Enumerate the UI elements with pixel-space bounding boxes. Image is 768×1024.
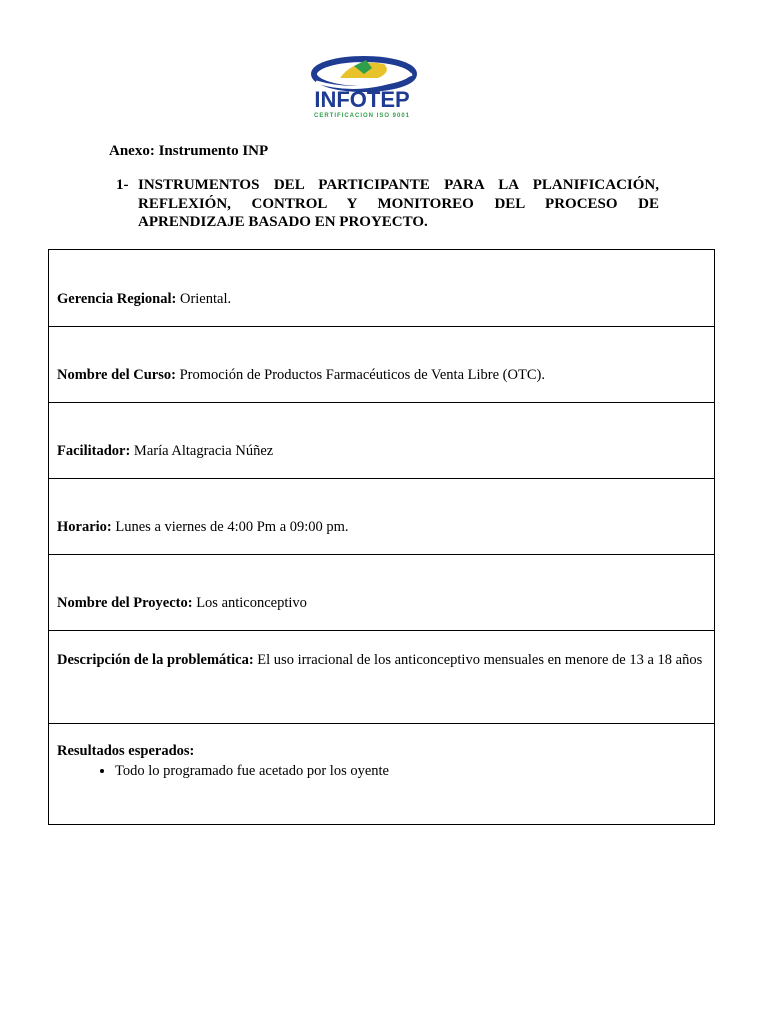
logo-wordmark: INFOTEP (314, 87, 410, 112)
row-gerencia (49, 250, 715, 327)
facilitador-label: Facilitador: (57, 443, 131, 459)
cell-proyecto (49, 555, 715, 631)
descripcion-value: El uso irracional de los anticonceptivo mensuales en menore de 13 a 18 años (253, 652, 703, 668)
row-facilitador (49, 403, 715, 479)
section-number: 1- (116, 177, 129, 193)
horario-label: Horario: (57, 519, 112, 535)
infotep-logo (288, 52, 436, 122)
gerencia-value: Oriental. (176, 291, 232, 307)
descripcion-label: Descripción de la problemática: (57, 652, 254, 668)
logo-tagline: CERTIFICACION ISO 9001 (313, 113, 411, 119)
horario-value: Lunes a viernes de 4:00 Pm a 09:00 pm. (111, 519, 349, 535)
proyecto-label: Nombre del Proyecto: (57, 595, 193, 611)
cell-descripcion (49, 631, 715, 724)
list-item: • Todo lo programado fue acetado por los oyente (115, 763, 706, 780)
gerencia-label: Gerencia Regional: (57, 291, 177, 307)
section-title: INSTRUMENTOS DEL PARTICIPANTE PARA LA PLANIFICACIÓN, REFLEXIÓN, CONTROL Y MONITOREO DEL PROCESO DE APRENDIZAJE BASADO EN PROYECTO. (138, 177, 659, 230)
curso-label: Nombre del Curso: (57, 367, 176, 383)
row-resultados (49, 724, 715, 825)
row-proyecto (49, 555, 715, 631)
cell-curso (49, 327, 715, 403)
section-heading (116, 176, 659, 232)
annex-title: Anexo: Instrumento INP (109, 143, 269, 159)
cell-facilitador (49, 403, 715, 479)
curso-value: Promoción de Productos Farmacéuticos de Venta Libre (OTC). (175, 367, 545, 383)
cell-horario (49, 479, 715, 555)
proyecto-value: Los anticonceptivo (192, 595, 307, 611)
resultados-list (57, 763, 706, 780)
row-descripcion (49, 631, 715, 724)
row-horario (49, 479, 715, 555)
cell-gerencia (49, 250, 715, 327)
cell-resultados (49, 724, 715, 825)
facilitador-value: María Altagracia Núñez (130, 443, 274, 459)
row-curso (49, 327, 715, 403)
form-table (48, 249, 715, 825)
resultados-label: Resultados esperados: (57, 743, 195, 759)
